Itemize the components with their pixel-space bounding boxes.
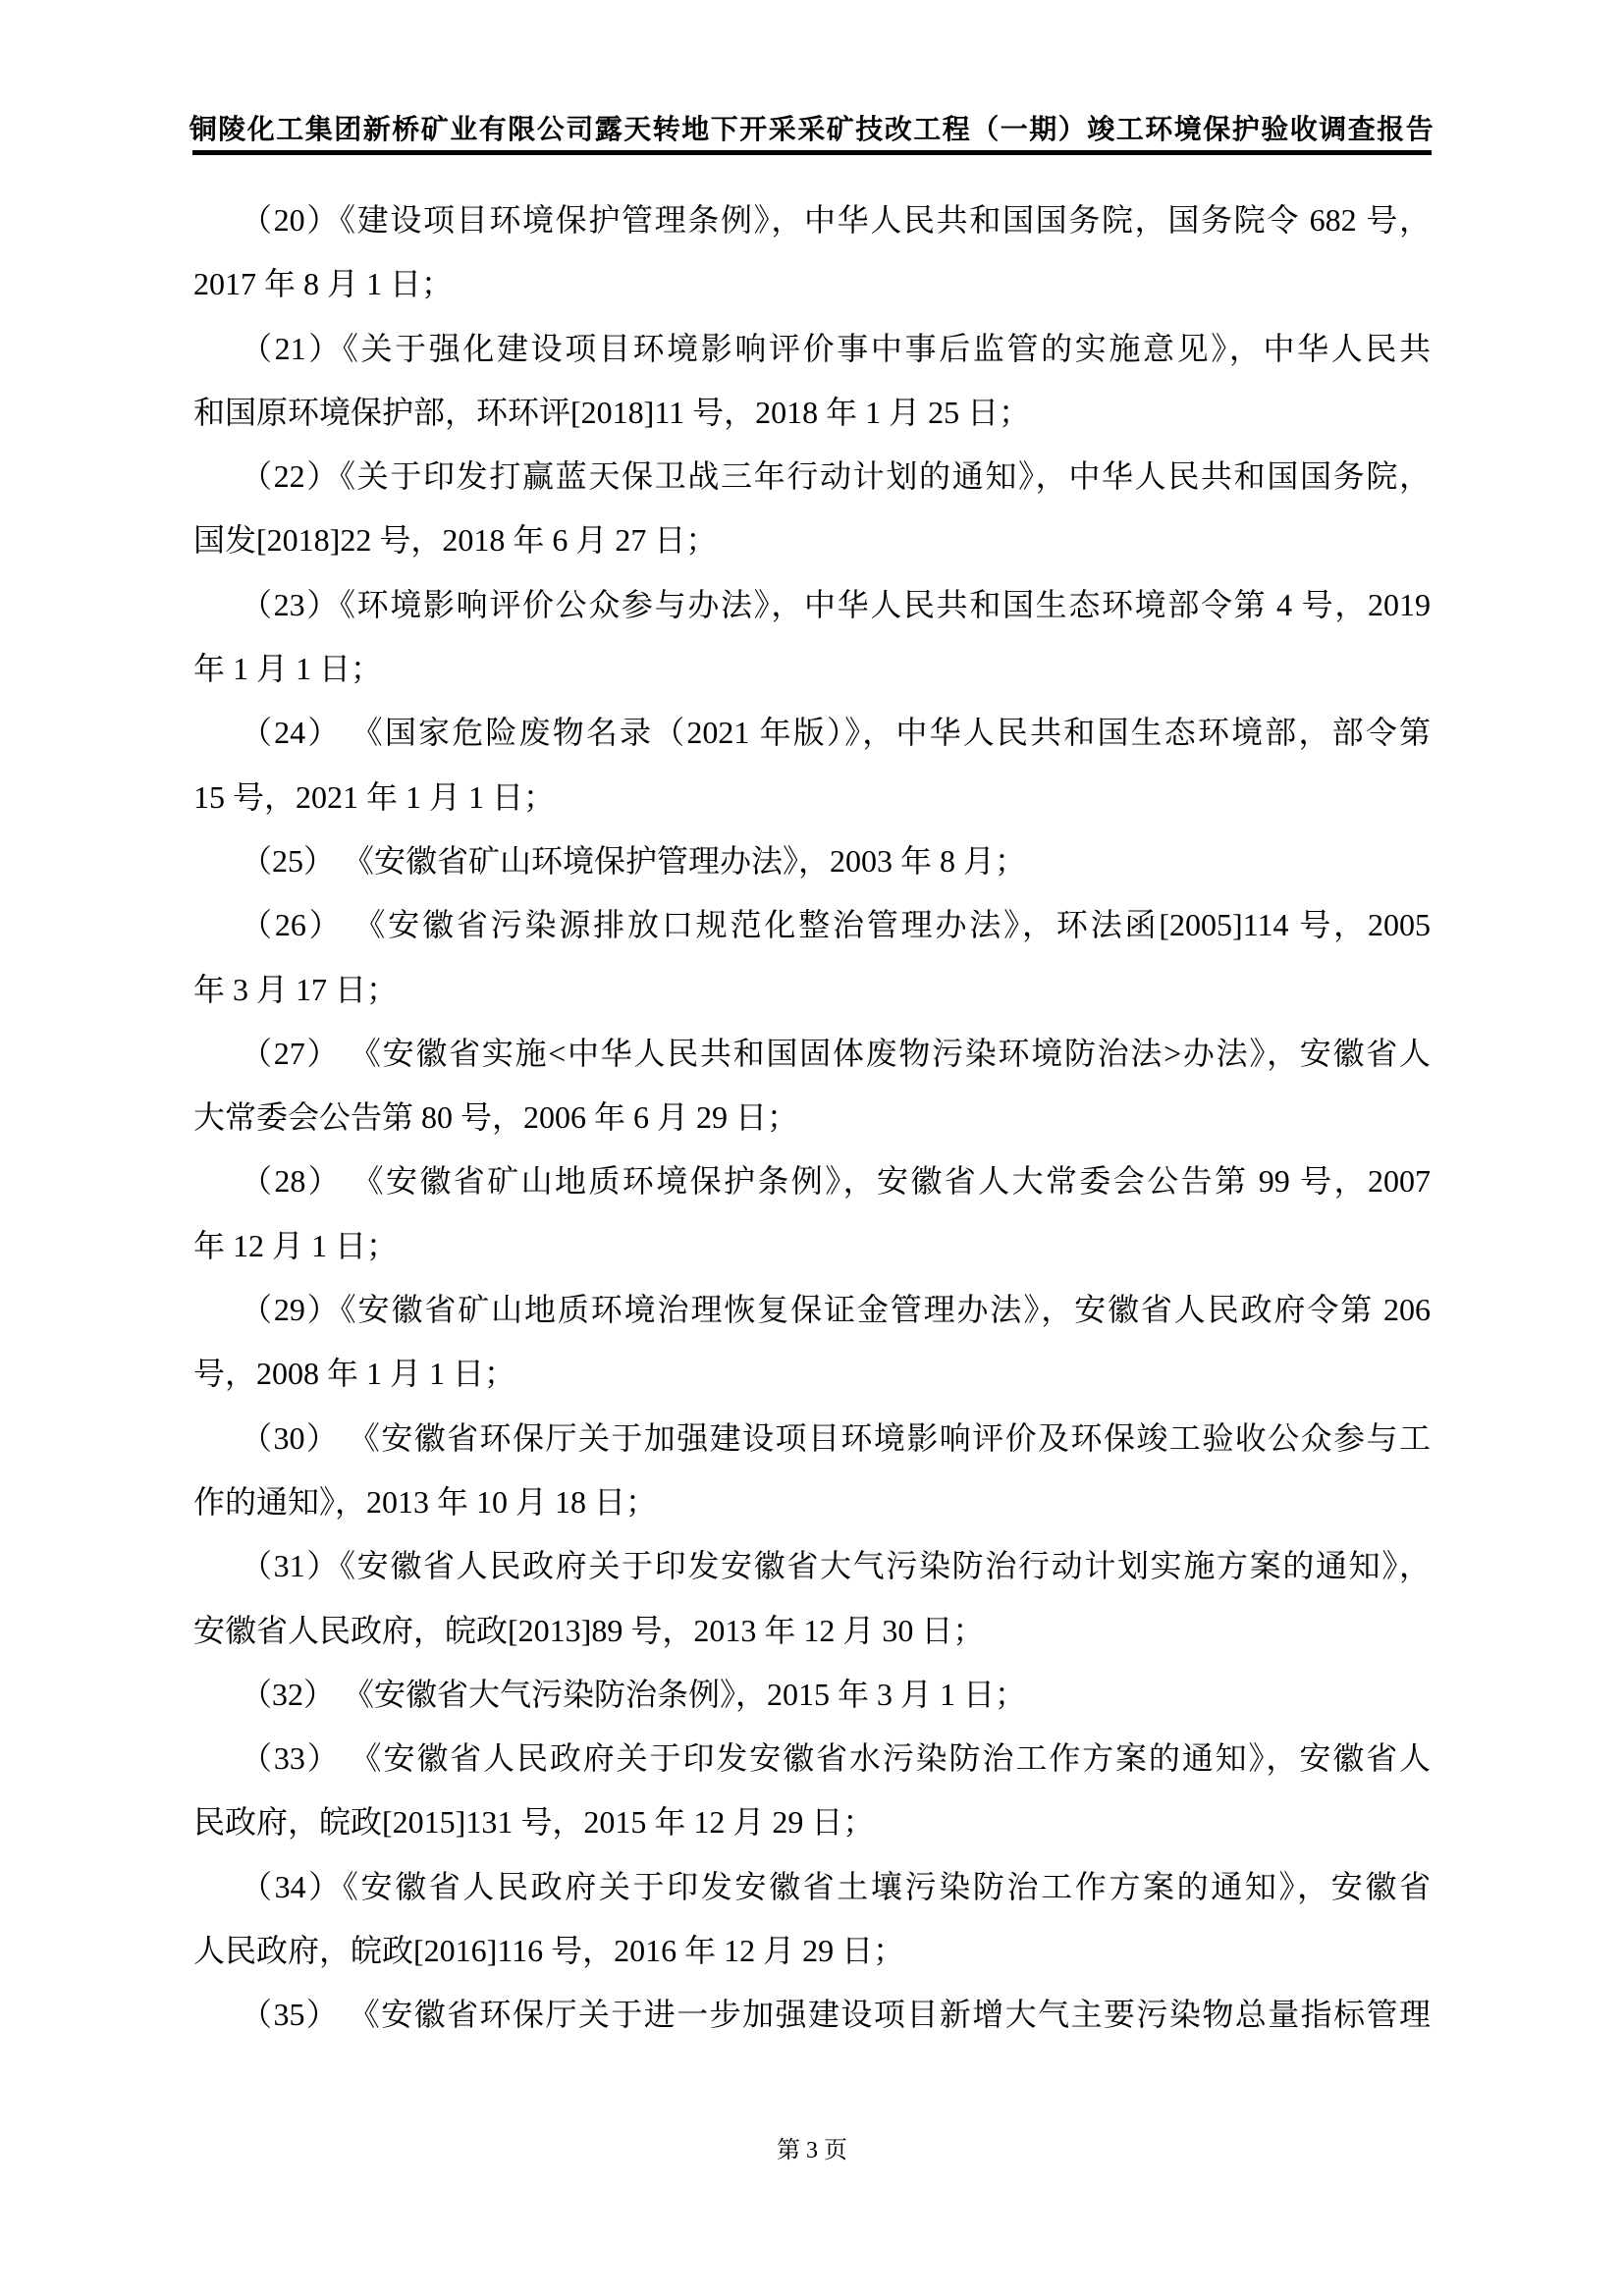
reference-list [193, 188, 1431, 2048]
reference-item [193, 1278, 1431, 1407]
text-line: （35） 《安徽省环保厅关于进一步加强建设项目新增大气主要污染物总量指标管理 [241, 1997, 1431, 2033]
text-line: （33） 《安徽省人民政府关于印发安徽省水污染防治工作方案的通知》，安徽省人 [241, 1740, 1431, 1777]
text-line: （34）《安徽省人民政府关于印发安徽省土壤污染防治工作方案的通知》，安徽省 [241, 1868, 1431, 1904]
text-line: 民政府，皖政[2015]131 号，2015 年 12 月 29 日； [193, 1804, 875, 1841]
text-line: （32） 《安徽省大气污染防治条例》，2015 年 3 月 1 日； [241, 1676, 1027, 1712]
reference-item [193, 1855, 1431, 1984]
text-line: （30） 《安徽省环保厅关于加强建设项目环境影响评价及环保竣工验收公众参与工 [241, 1419, 1431, 1456]
text-line: 年 12 月 1 日； [193, 1227, 399, 1263]
text-line: 大常委会公告第 80 号，2006 年 6 月 29 日； [193, 1099, 799, 1136]
text-line: （25） 《安徽省矿山环境保护管理办法》，2003 年 8 月； [241, 842, 1027, 879]
header-title: 铜陵化工集团新桥矿业有限公司露天转地下开采采矿技改工程（一期）竣工环境保护验收调查报告 [189, 115, 1435, 145]
reference-item [193, 1149, 1431, 1278]
header-rule [192, 150, 1432, 155]
text-line: 15 号，2021 年 1 月 1 日； [193, 778, 556, 815]
text-line: 安徽省人民政府，皖政[2013]89 号，2013 年 12 月 30 日； [193, 1612, 985, 1648]
text-line: 2017 年 8 月 1 日； [193, 266, 454, 302]
text-line: 年 3 月 17 日； [193, 971, 399, 1007]
text-line: （31）《安徽省人民政府关于印发安徽省大气污染防治行动计划实施方案的通知》， [241, 1548, 1431, 1584]
text-line: （20）《建设项目环境保护管理条例》，中华人民共和国国务院，国务院令 682 号， [241, 202, 1431, 238]
reference-item [193, 1983, 1431, 2047]
text-line: 号，2008 年 1 月 1 日； [193, 1356, 516, 1392]
reference-item [193, 188, 1431, 317]
text-line: （29）《安徽省矿山地质环境治理恢复保证金管理办法》，安徽省人民政府令第 206 [241, 1292, 1431, 1328]
text-line: （23）《环境影响评价公众参与办法》，中华人民共和国生态环境部令第 4 号，2019 [241, 586, 1431, 622]
text-line: 年 1 月 1 日； [193, 651, 383, 687]
reference-item [193, 893, 1431, 1022]
text-line: （26） 《安徽省污染源排放口规范化整治管理办法》，环法函[2005]114 号，2005 [241, 907, 1431, 943]
text-line: 国发[2018]22 号，2018 年 6 月 27 日； [193, 522, 718, 559]
text-line: （21）《关于强化建设项目环境影响评价事中事后监管的实施意见》，中华人民共 [241, 330, 1431, 366]
reference-item [193, 1663, 1431, 1727]
page-footer [0, 2130, 1624, 2164]
text-line: （24） 《国家危险废物名录（2021 年版）》，中华人民共和国生态环境部，部令第 [241, 715, 1431, 751]
reference-item [193, 701, 1431, 829]
text-line: （22）《关于印发打赢蓝天保卫战三年行动计划的通知》，中华人民共和国国务院， [241, 458, 1431, 495]
reference-item [193, 317, 1431, 446]
reference-item [193, 573, 1431, 702]
text-line: 人民政府，皖政[2016]116 号，2016 年 12 月 29 日； [193, 1933, 905, 1969]
text-line: （27） 《安徽省实施<中华人民共和国固体废物污染环境防治法>办法》，安徽省人 [241, 1035, 1431, 1071]
reference-item [193, 445, 1431, 573]
reference-item [193, 1727, 1431, 1855]
reference-item [193, 829, 1431, 893]
text-line: 和国原环境保护部，环环评[2018]11 号，2018 年 1 月 25 日； [193, 394, 1031, 430]
reference-item [193, 1022, 1431, 1150]
text-line: （28） 《安徽省矿山地质环境保护条例》，安徽省人大常委会公告第 99 号，2007 [241, 1163, 1431, 1200]
page-number: 第 3 页 [777, 2138, 847, 2163]
reference-item [193, 1407, 1431, 1535]
text-line: 作的通知》，2013 年 10 月 18 日； [193, 1483, 658, 1520]
reference-item [193, 1534, 1431, 1663]
